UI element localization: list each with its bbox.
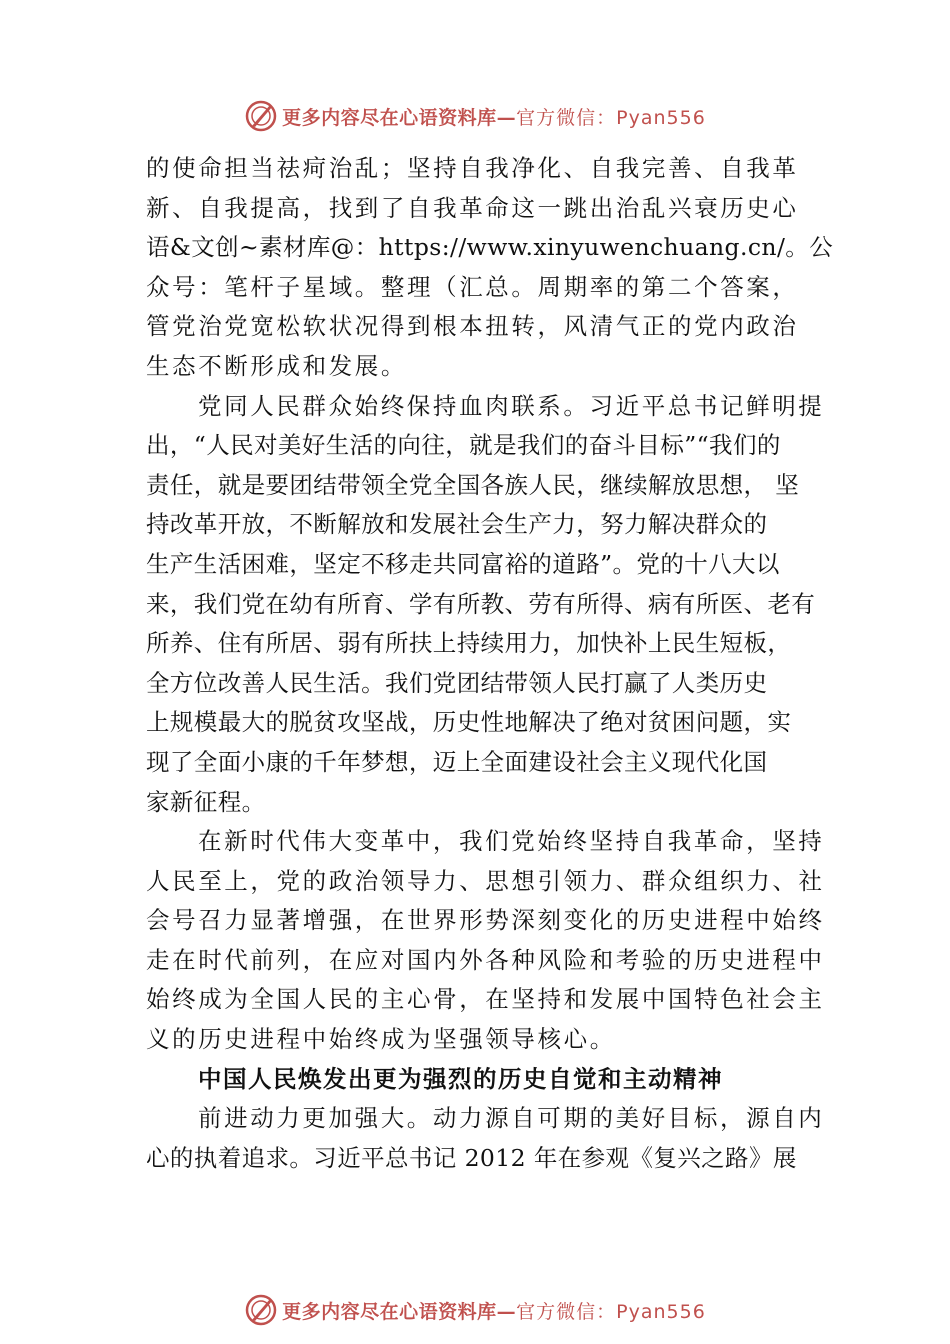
banner-text-wechat: 官方微信：Pyan556 <box>516 106 706 129</box>
text-line: 全方位改善人民生活。我们党团结带领人民打赢了人类历史 <box>146 668 768 697</box>
header-watermark-banner <box>0 96 950 136</box>
text-line: 生产生活困难，坚定不移走共同富裕的道路”。党的十八大以 <box>146 549 780 578</box>
text-line: 来，我们党在幼有所育、学有所教、劳有所得、病有所医、老有 <box>146 589 816 618</box>
text-line: 党同人民群众始终保持血肉联系。习近平总书记鲜明提 <box>198 391 825 420</box>
paragraph-2 <box>146 387 825 823</box>
footer-watermark-banner <box>0 1290 950 1330</box>
quill-seal-icon <box>244 1293 278 1327</box>
text-line: 走在时代前列，在应对国内外各种风险和考验的历史进程中 <box>146 945 825 974</box>
text-line: 现了全面小康的千年梦想，迈上全面建设社会主义现代化国 <box>146 747 768 776</box>
text-line: 心的执着追求。习近平总书记 2012 年在参观《复兴之路》展 <box>146 1143 797 1172</box>
section-heading: 中国人民焕发出更为强烈的历史自觉和主动精神 <box>198 1064 723 1093</box>
text-line: 义的历史进程中始终成为坚强领导核心。 <box>146 1025 616 1054</box>
text-line: 所养、住有所居、弱有所扶上持续用力，加快补上民生短板， <box>146 629 792 658</box>
text-line: 新、自我提高，找到了自我革命这一跳出治乱兴衰历史心 <box>146 193 799 222</box>
document-body <box>146 149 834 1178</box>
text-line: 出，“人民对美好生活的向往，就是我们的奋斗目标”“我们的 <box>146 431 781 460</box>
text-line: 持改革开放，不断解放和发展社会生产力，努力解决群众的 <box>146 510 768 539</box>
text-line: 人民至上，党的政治领导力、思想引领力、群众组织力、社 <box>146 866 825 895</box>
text-line: 家新征程。 <box>146 787 266 816</box>
text-line: 管党治党宽松软状况得到根本扭转，风清气正的党内政治 <box>146 312 799 341</box>
banner-text-main: 更多内容尽在心语资料库— <box>282 1300 517 1323</box>
quill-seal-icon <box>244 99 278 133</box>
paragraph-3 <box>146 822 825 1060</box>
text-line: 会号召力显著增强，在世界形势深刻变化的历史进程中始终 <box>146 906 825 935</box>
text-line: 前进动力更加强大。动力源自可期的美好目标，源自内 <box>198 1104 825 1133</box>
text-line: 的使命担当祛疴治乱；坚持自我净化、自我完善、自我革 <box>146 154 799 182</box>
banner-text-main: 更多内容尽在心语资料库— <box>282 106 517 129</box>
text-line: 上规模最大的脱贫攻坚战，历史性地解决了绝对贫困问题，实 <box>146 708 792 737</box>
text-line: 始终成为全国人民的主心骨，在坚持和发展中国特色社会主 <box>146 985 825 1014</box>
text-line: 在新时代伟大变革中，我们党始终坚持自我革命，坚持 <box>198 827 825 856</box>
text-line: 语&文创~素材库@：https://www.xinyuwenchuang.cn/。公 <box>146 233 834 262</box>
text-line: 众号：笔杆子星域。整理（汇总。周期率的第二个答案， <box>146 272 799 301</box>
banner-text-wechat: 官方微信：Pyan556 <box>516 1300 706 1323</box>
paragraph-1 <box>146 149 834 387</box>
text-line: 责任，就是要团结带领全党全国各族人民，继续解放思想， 坚 <box>146 470 800 499</box>
paragraph-4 <box>146 1099 825 1178</box>
text-line: 生态不断形成和发展。 <box>146 351 407 380</box>
